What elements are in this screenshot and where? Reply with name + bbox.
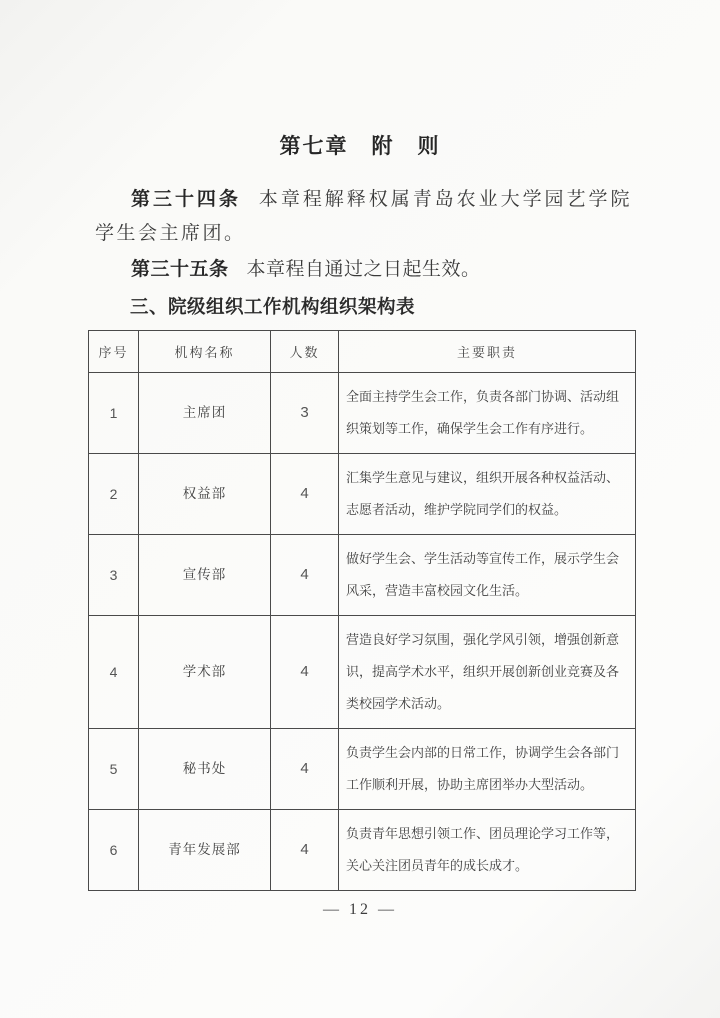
row-number-cell: 4 (89, 616, 139, 729)
member-count-cell: 4 (271, 810, 339, 891)
table-row (89, 454, 636, 535)
org-name-cell: 青年发展部 (139, 810, 271, 891)
org-name-cell: 主席团 (139, 373, 271, 454)
duties-cell: 负责学生会内部的日常工作，协调学生会各部门工作顺利开展，协助主席团举办大型活动。 (339, 729, 636, 810)
table-header (89, 331, 636, 373)
table-row (89, 616, 636, 729)
header-count: 人数 (271, 331, 339, 373)
row-number-cell: 6 (89, 810, 139, 891)
duties-cell: 全面主持学生会工作，负责各部门协调、活动组织策划等工作，确保学生会工作有序进行。 (339, 373, 636, 454)
table-row (89, 535, 636, 616)
section-heading: 三、院级组织工作机构组织架构表 (130, 296, 416, 317)
table-body (89, 373, 636, 891)
article-35 (95, 253, 632, 287)
row-number-cell: 2 (89, 454, 139, 535)
row-number-cell: 1 (89, 373, 139, 454)
org-name-cell: 秘书处 (139, 729, 271, 810)
org-name-cell: 学术部 (139, 616, 271, 729)
org-name-cell: 宣传部 (139, 535, 271, 616)
article-35-label: 第三十五条 (131, 259, 229, 280)
article-34-text: 本章程解释权属青岛农业大学园艺学院学生会主席团。 (95, 189, 632, 244)
table-row (89, 373, 636, 454)
chapter-title: 第七章 附 则 (279, 134, 441, 158)
member-count-cell: 4 (271, 454, 339, 535)
org-name-cell: 权益部 (139, 454, 271, 535)
table-row (89, 729, 636, 810)
article-34 (95, 183, 632, 251)
member-count-cell: 4 (271, 535, 339, 616)
duties-cell: 营造良好学习氛围，强化学风引领，增强创新意识，提高学术水平，组织开展创新创业竞赛及各类校园学术活动。 (339, 616, 636, 729)
header-no: 序号 (89, 331, 139, 373)
article-34-label: 第三十四条 (131, 189, 241, 210)
member-count-cell: 4 (271, 616, 339, 729)
duties-cell: 负责青年思想引领工作、团员理论学习工作等，关心关注团员青年的成长成才。 (339, 810, 636, 891)
row-number-cell: 3 (89, 535, 139, 616)
header-duty: 主要职责 (339, 331, 636, 373)
duties-cell: 汇集学生意见与建议，组织开展各种权益活动、志愿者活动，维护学院同学们的权益。 (339, 454, 636, 535)
table-row (89, 810, 636, 891)
member-count-cell: 4 (271, 729, 339, 810)
row-number-cell: 5 (89, 729, 139, 810)
header-name: 机构名称 (139, 331, 271, 373)
duties-cell: 做好学生会、学生活动等宣传工作，展示学生会风采，营造丰富校园文化生活。 (339, 535, 636, 616)
org-structure-table (88, 330, 636, 891)
article-35-text: 本章程自通过之日起生效。 (246, 259, 481, 280)
member-count-cell: 3 (271, 373, 339, 454)
page-number: — 12 — (323, 901, 397, 918)
